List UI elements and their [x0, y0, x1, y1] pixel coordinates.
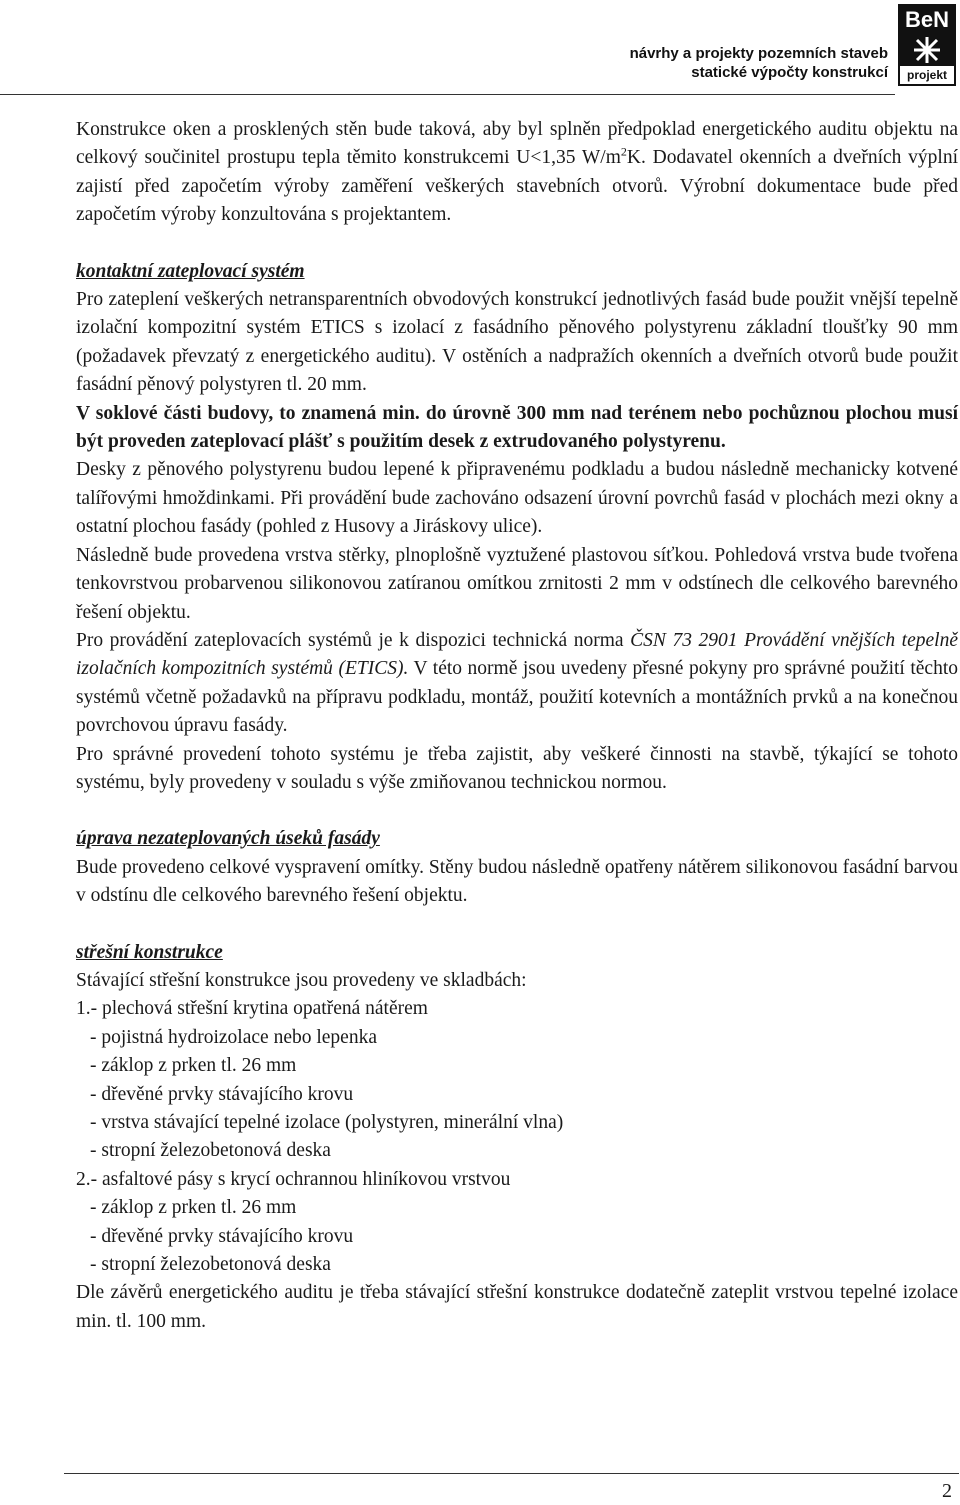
- etics-paragraph-4: Následně bude provedena vrstva stěrky, plnoplošně vyztužené plastovou síťkou. Pohledová vrstva bude tvořena tenkovrstvou probarvenou silikonovou zatíranou omítkou zrnitosti 2 mm v odstínech dle celkového barevného řešení objektu.: [76, 544, 958, 623]
- tagline-line-1: návrhy a projekty pozemních staveb: [629, 45, 888, 62]
- roof-item-1-sub: - stropní železobetonová deska: [90, 1140, 331, 1162]
- section-heading-facade: úprava nezateplovaných úseků fasády: [76, 828, 380, 850]
- company-logo: [898, 4, 956, 86]
- tagline-line-2: statické výpočty konstrukcí: [691, 64, 888, 81]
- roof-item-2: 2.- asfaltové pásy s krycí ochrannou hliníkovou vrstvou: [76, 1168, 511, 1190]
- logo-mark: [900, 6, 954, 66]
- roof-intro: Stávající střešní konstrukce jsou provedeny ve skladbách:: [76, 969, 527, 991]
- etics-norm-title: ČSN 73 2901 Provádění vnějších tepelně izolačních kompozitních systémů (ETICS).: [76, 629, 958, 680]
- logo-text: BeN: [904, 7, 949, 32]
- etics-paragraph-5: [76, 627, 958, 741]
- roof-item-1-sub: - pojistná hydroizolace nebo lepenka: [90, 1026, 377, 1048]
- document-body: [76, 116, 958, 1336]
- etics-paragraph-3: Desky z pěnového polystyrenu budou lepené k připravenému podkladu a budou následně mechanicky kotvené talířovými hmoždinkami. Při provádění bude zachováno odsazení úrovní povrchů fasád v plochách mezi okny a ostatní plochou fasády (pohled z Husovy a Jiráskovy ulice).: [76, 459, 958, 538]
- header-divider: [0, 94, 895, 95]
- roof-item-2-sub: - dřevěné prvky stávajícího krovu: [90, 1225, 354, 1247]
- etics-p5-text-a: Pro provádění zateplovacích systémů je k dispozici technická norma: [76, 629, 631, 651]
- logo-caption: projekt: [906, 68, 947, 82]
- roof-item-1-sub: - dřevěné prvky stávajícího krovu: [90, 1083, 354, 1105]
- star-icon: [913, 36, 941, 64]
- etics-p5-text-b: V této normě jsou uvedeny přesné pokyny pro správné použití těchto systémů včetně požadavků na přípravu podkladu, montáž, použití kotevních a montážních prvků a na konečnou povrchovou úpravu fasády.: [76, 658, 958, 737]
- roof-item-1-sub: - vrstva stávající tepelné izolace (polystyren, minerální vlna): [90, 1112, 564, 1133]
- facade-paragraph: Bude provedeno celkové vyspravení omítky. Stěny budou následně opatřeny nátěrem silikonovou fasádní barvou v odstínu dle celkového barevného řešení objektu.: [76, 856, 958, 907]
- roof-item-2-sub: - záklop z prken tl. 26 mm: [90, 1197, 297, 1219]
- company-tagline: [630, 44, 888, 82]
- section-heading-roof: střešní konstrukce: [76, 941, 223, 963]
- page-number: 2: [942, 1480, 952, 1502]
- etics-paragraph-1: Pro zateplení veškerých netransparentních obvodových konstrukcí jednotlivých fasád bude použit vnější tepelně izolační kompozitní systém ETICS s izolací z fasádního pěnového polystyrenu základní tloušťky 90 mm (požadavek převzatý z energetického auditu). V ostěních a nadpražích okenních a dveřních otvorů bude použit fasádní pěnový polystyren tl. 20 mm.: [76, 289, 958, 396]
- intro-superscript: 2: [620, 144, 627, 159]
- footer-divider: [64, 1473, 959, 1474]
- section-heading-etics: kontaktní zateplovací systém: [76, 260, 305, 282]
- etics-paragraph-bold: V soklové části budovy, to znamená min. do úrovně 300 mm nad terénem nebo pochůznou plochou musí být proveden zateplovací plášť s použitím desek z extrudovaného polystyrenu.: [76, 402, 958, 453]
- roof-closing: Dle závěrů energetického auditu je třeba stávající střešní konstrukce dodatečně zateplit vrstvou tepelné izolace min. tl. 100 mm.: [76, 1282, 958, 1332]
- etics-paragraph-6: Pro správné provedení tohoto systému je třeba zajistit, aby veškeré činnosti na stavbě, týkající se tohoto systému, byly provedeny v souladu s výše zmiňovanou technickou normou.: [76, 743, 958, 793]
- intro-text-1: Konstrukce oken a prosklených stěn bude taková, aby byl splněn předpoklad energetického auditu objektu na celkový součinitel prostupu tepla těmito konstrukcemi U<1,35 W/m: [76, 119, 958, 169]
- roof-item-1: 1.- plechová střešní krytina opatřená nátěrem: [76, 998, 428, 1020]
- intro-paragraph: [76, 116, 958, 230]
- roof-item-2-sub: - stropní železobetonová deska: [90, 1254, 331, 1276]
- roof-item-1-sub: - záklop z prken tl. 26 mm: [90, 1055, 297, 1077]
- intro-text-2: K. Dodavatel okenních a dveřních výplní zajistí před započetím výroby zaměření veškerých stavebních otvorů. Výrobní dokumentace bude před započetím výroby konzultována s projektantem.: [76, 147, 959, 226]
